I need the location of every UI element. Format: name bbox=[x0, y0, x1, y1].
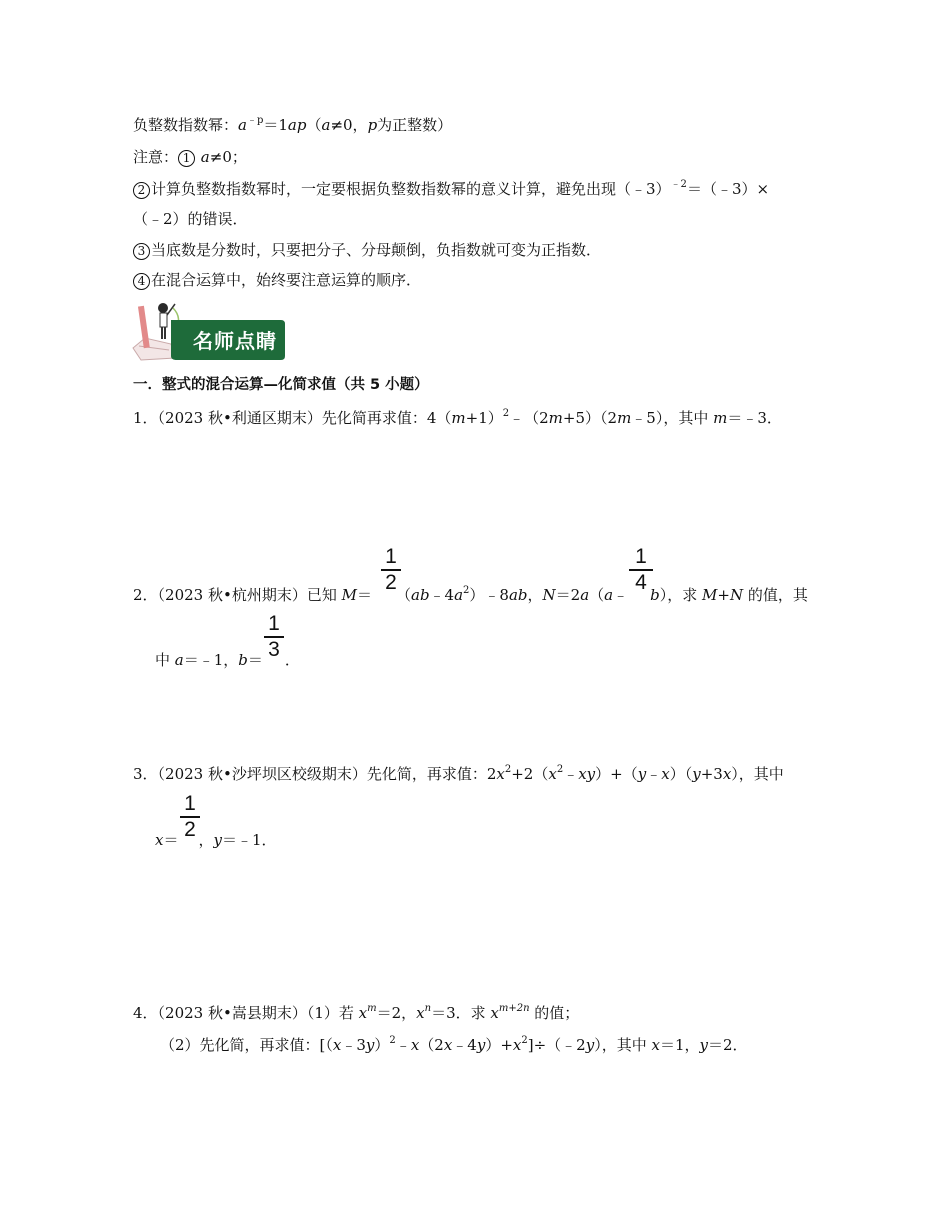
text: x bbox=[661, 765, 670, 783]
text: 2 bbox=[502, 408, 510, 419]
question-3-line-1 bbox=[133, 764, 784, 784]
text: ） bbox=[374, 1036, 390, 1054]
text: N bbox=[542, 586, 556, 604]
teacher-tips-banner bbox=[131, 298, 287, 362]
question-2-line-2 bbox=[155, 650, 300, 670]
text: ），求 bbox=[659, 586, 703, 604]
text: ），其中 bbox=[731, 765, 784, 783]
text: x bbox=[416, 1004, 425, 1022]
circled-number: 1 bbox=[178, 150, 195, 167]
text: ＝1， bbox=[659, 1036, 700, 1054]
text: ]÷（﹣2 bbox=[527, 1036, 586, 1054]
intro-line-3 bbox=[133, 179, 769, 199]
text: M bbox=[341, 586, 357, 604]
text: ﹣ bbox=[563, 765, 579, 783]
text: ， bbox=[198, 831, 214, 849]
text: + bbox=[717, 586, 730, 604]
text: 负整数指数幂： bbox=[133, 116, 239, 134]
text: 在混合运算中，始终要注意运算的顺序． bbox=[151, 271, 422, 289]
text: x bbox=[722, 765, 732, 783]
text: m bbox=[367, 1003, 377, 1014]
text: +3 bbox=[700, 765, 723, 783]
text: ﹣3 bbox=[341, 1036, 366, 1054]
text: ），其中 bbox=[594, 1036, 652, 1054]
text: ﹣ bbox=[613, 586, 629, 604]
question-4-line-1 bbox=[133, 1003, 579, 1023]
text: 4．（2023 秋•嵩县期末）（1）若 bbox=[133, 1004, 359, 1022]
circled-number: 2 bbox=[133, 182, 150, 199]
denominator: 2 bbox=[385, 570, 397, 594]
question-2-line-1 bbox=[133, 585, 808, 605]
text: ＝（﹣3）× bbox=[686, 180, 770, 198]
question-3-line-2 bbox=[155, 830, 277, 850]
text: （ bbox=[589, 586, 605, 604]
text: ）（ bbox=[669, 765, 693, 783]
text: x bbox=[443, 1036, 453, 1054]
text: ﹣2 bbox=[670, 179, 687, 190]
text: ＝2， bbox=[376, 1004, 417, 1022]
text: 1．（2023 秋•利通区期末）先化简再求值：4（ bbox=[133, 409, 452, 427]
text: y bbox=[585, 1036, 595, 1054]
text: a bbox=[580, 586, 590, 604]
text: a bbox=[454, 586, 464, 604]
text: x bbox=[496, 765, 505, 783]
text: ， bbox=[527, 586, 543, 604]
text: x bbox=[512, 1036, 522, 1054]
text: ＝1 bbox=[263, 116, 288, 134]
text: a bbox=[321, 116, 331, 134]
circled-number: 4 bbox=[133, 273, 150, 290]
text: ＝﹣3． bbox=[727, 409, 782, 427]
text: +5）（2 bbox=[562, 409, 618, 427]
text: ＝ bbox=[356, 586, 372, 604]
text: y bbox=[213, 831, 222, 849]
circled-number: 3 bbox=[133, 243, 150, 260]
intro-line-6 bbox=[133, 270, 421, 290]
text: ＝3．求 bbox=[431, 1004, 491, 1022]
text: x bbox=[410, 1036, 420, 1054]
intro-line-4: （﹣2）的错误． bbox=[133, 210, 248, 228]
text: m bbox=[617, 409, 632, 427]
text: m bbox=[548, 409, 563, 427]
text: ）+（ bbox=[595, 765, 638, 783]
text: +2（ bbox=[511, 765, 549, 783]
text: ）+ bbox=[485, 1036, 513, 1054]
text: x bbox=[358, 1004, 368, 1022]
intro-line-2 bbox=[133, 147, 247, 167]
text: 中 bbox=[155, 651, 175, 669]
text: ﹣5），其中 bbox=[631, 409, 714, 427]
text: ＝ bbox=[163, 831, 179, 849]
text: （2）先化简，再求值：[（ bbox=[160, 1036, 333, 1054]
text: b bbox=[650, 586, 660, 604]
text: 3．（2023 秋•沙坪坝区校级期末）先化简，再求值：2 bbox=[133, 765, 497, 783]
numerator: 1 bbox=[268, 612, 280, 635]
intro-line-5 bbox=[133, 240, 601, 260]
text: x bbox=[651, 1036, 660, 1054]
text: ap bbox=[287, 116, 307, 134]
question-4-line-2 bbox=[160, 1035, 748, 1055]
text: x bbox=[548, 765, 557, 783]
text: （2 bbox=[419, 1036, 444, 1054]
text: y bbox=[637, 765, 647, 783]
text: +1） bbox=[465, 409, 503, 427]
text: x bbox=[332, 1036, 342, 1054]
text: n bbox=[424, 1003, 432, 1014]
intro-line-1 bbox=[133, 115, 452, 135]
text: b bbox=[238, 651, 248, 669]
text: ab bbox=[508, 586, 528, 604]
text: m bbox=[451, 409, 466, 427]
text: a bbox=[604, 586, 614, 604]
text: ﹣4 bbox=[452, 1036, 477, 1054]
denominator: 4 bbox=[635, 570, 647, 594]
text: ）﹣8 bbox=[469, 586, 509, 604]
text: ． bbox=[284, 651, 300, 669]
text: a bbox=[238, 116, 247, 134]
text: 的值； bbox=[529, 1004, 580, 1022]
text: （ bbox=[306, 116, 322, 134]
text: ≠0， bbox=[330, 116, 368, 134]
denominator: 3 bbox=[268, 637, 280, 661]
text: y bbox=[692, 765, 701, 783]
text: y bbox=[365, 1036, 375, 1054]
text: 2 bbox=[556, 764, 564, 775]
text: 的值，其 bbox=[743, 586, 808, 604]
text: 2．（2023 秋•杭州期末）已知 bbox=[133, 586, 342, 604]
text: 为正整数） bbox=[377, 116, 453, 134]
text: 当底数是分数时，只要把分子、分母颠倒，负指数就可变为正指数． bbox=[151, 241, 602, 259]
text: a bbox=[174, 651, 184, 669]
text: ﹣4 bbox=[429, 586, 455, 604]
text: ab bbox=[411, 586, 430, 604]
text: 2 bbox=[504, 764, 512, 775]
numerator: 1 bbox=[385, 545, 397, 568]
text: xy bbox=[578, 765, 596, 783]
text: ＝2 bbox=[555, 586, 581, 604]
text: y bbox=[699, 1036, 708, 1054]
text: p bbox=[367, 116, 378, 134]
text: ﹣ bbox=[646, 765, 662, 783]
text: ＝﹣1． bbox=[221, 831, 277, 849]
text: y bbox=[476, 1036, 486, 1054]
text: 2 bbox=[521, 1035, 528, 1046]
text: ﹣ bbox=[395, 1036, 411, 1054]
text: （ bbox=[395, 586, 411, 604]
denominator: 2 bbox=[184, 817, 196, 841]
text: a bbox=[200, 148, 210, 166]
text: m+2n bbox=[498, 1003, 530, 1014]
text: 2 bbox=[389, 1035, 396, 1046]
text: N bbox=[729, 586, 744, 604]
text: 2 bbox=[463, 585, 470, 596]
text: ＝﹣1， bbox=[183, 651, 239, 669]
text: ＝2． bbox=[707, 1036, 748, 1054]
banner-title: 名师点睛 bbox=[193, 329, 277, 353]
text: ＝ bbox=[247, 651, 263, 669]
text: ﹣（2 bbox=[509, 409, 549, 427]
text: M bbox=[702, 586, 718, 604]
question-1 bbox=[133, 408, 782, 428]
text: 计算负整数指数幂时，一定要根据负整数指数幂的意义计算，避免出现（﹣3） bbox=[151, 180, 671, 198]
text: m bbox=[713, 409, 728, 427]
numerator: 1 bbox=[635, 545, 647, 568]
text: ﹣p bbox=[246, 115, 264, 126]
text: x bbox=[490, 1004, 499, 1022]
section-title: 一．整式的混合运算—化简求值（共 5 小题） bbox=[133, 377, 429, 393]
text: x bbox=[155, 831, 164, 849]
text: ≠0； bbox=[209, 148, 247, 166]
numerator: 1 bbox=[184, 792, 196, 815]
text: 注意： bbox=[133, 148, 179, 166]
